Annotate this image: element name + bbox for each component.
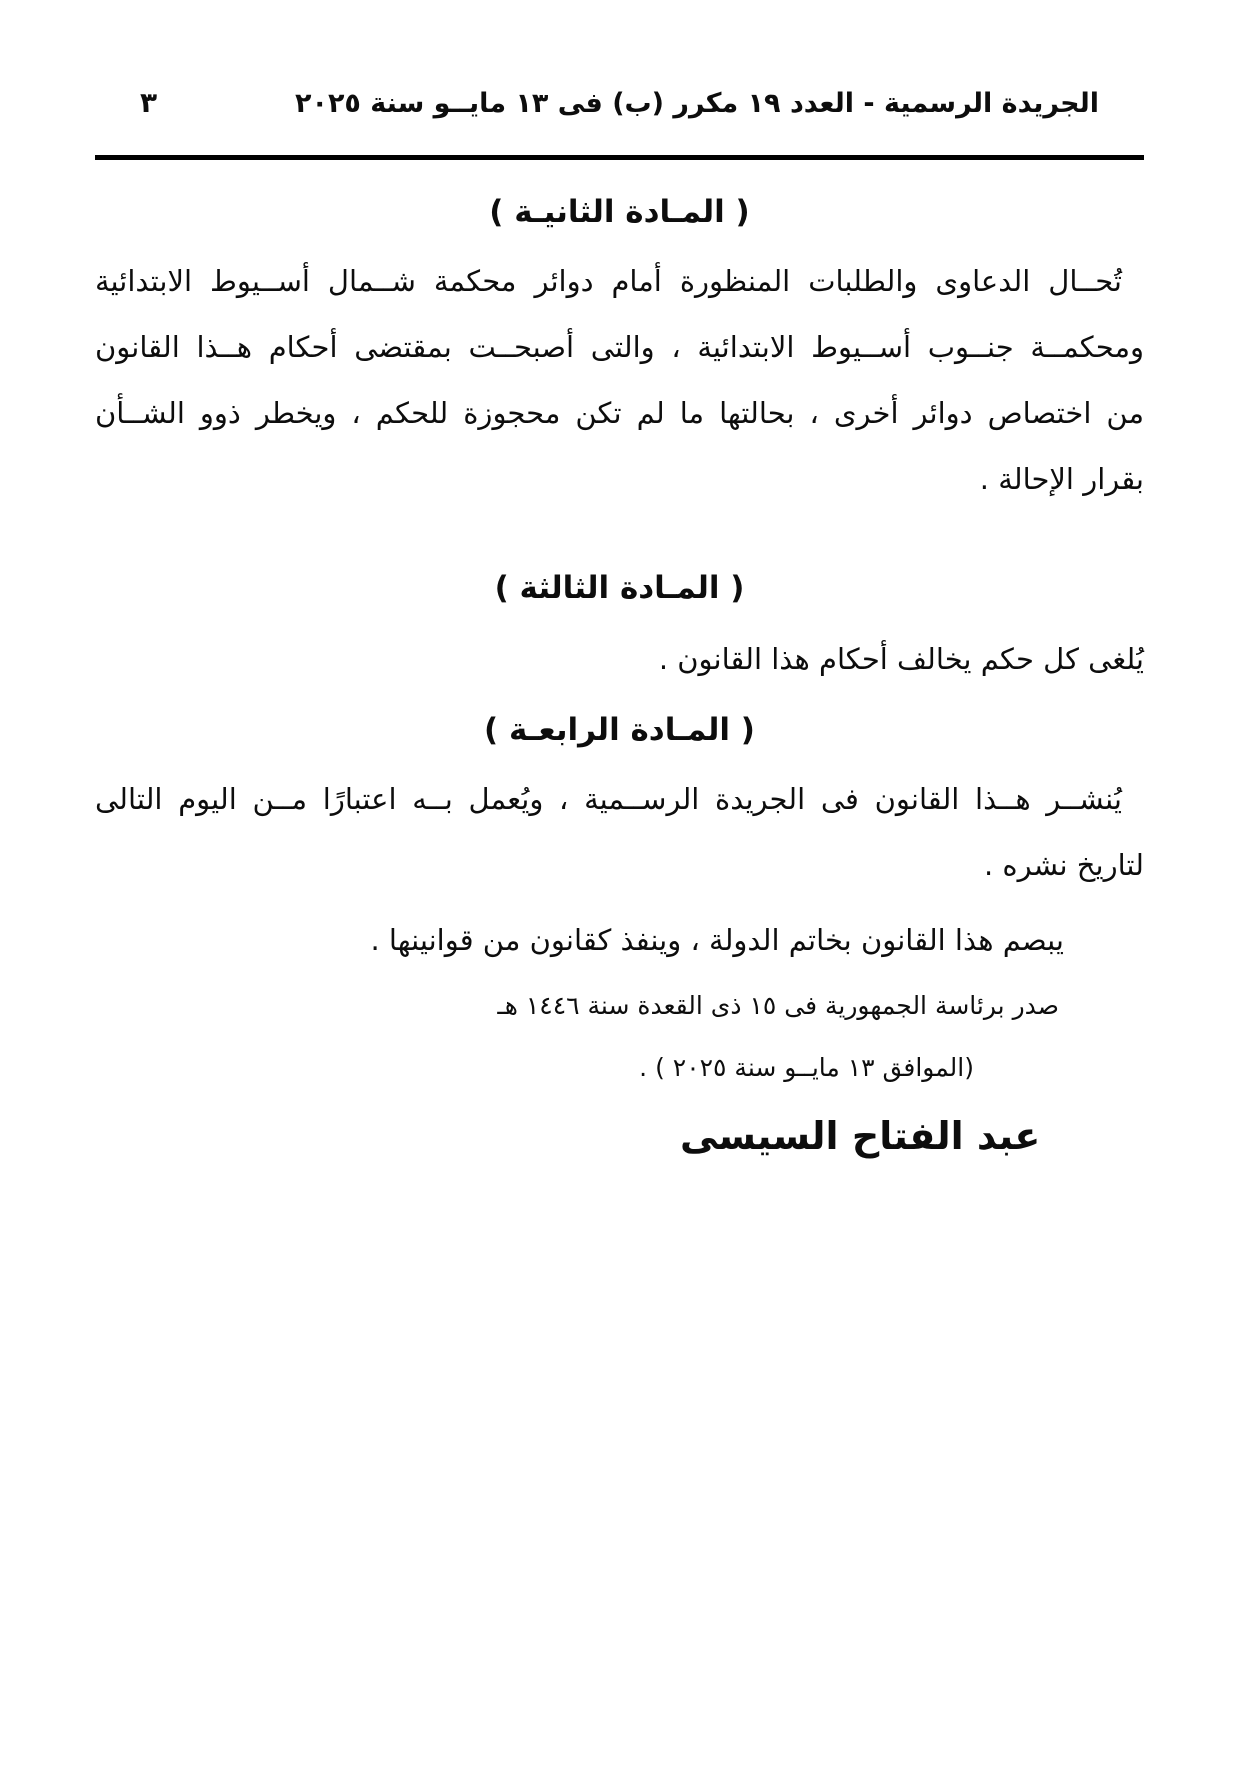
president-signature: عبد الفتاح السيسى [680, 1114, 1041, 1158]
article-2-line-2: ومحكمــة جنــوب أســيوط الابتدائية ، والتى أصبحــت بمقتضى أحكام هــذا القانون [95, 330, 1144, 364]
article-4-heading: ( المـادة الرابعـة ) [484, 712, 755, 748]
article-2-body [95, 248, 1144, 512]
article-3-line-1: يُلغى كل حكم يخالف أحكام هذا القانون . [658, 642, 1144, 676]
article-3-body [95, 626, 1144, 692]
header-rule [95, 155, 1144, 160]
page-number: ٣ [140, 86, 158, 119]
article-4-line-2: لتاريخ نشره . [983, 848, 1144, 882]
article-2-heading: ( المـادة الثانيـة ) [489, 194, 750, 230]
article-4-body [95, 766, 1144, 898]
article-2-line-4: بقرار الإحالة . [979, 462, 1144, 496]
page-header [95, 78, 1144, 129]
corresponding-date: (الموافق ١٣ مايــو سنة ٢٠٢٥ ) . [639, 1053, 974, 1082]
seal-statement: يبصم هذا القانون بخاتم الدولة ، وينفذ كقانون من قوانينها . [370, 923, 1064, 957]
article-4-line-1: يُنشــر هــذا القانون فى الجريدة الرســمية ، ويُعمل بــه اعتبارًا مــن اليوم التالى [95, 782, 1122, 816]
article-2-line-3: من اختصاص دوائر أخرى ، بحالتها ما لم تكن محجوزة للحكم ، ويخطر ذوو الشــأن [95, 396, 1144, 430]
article-3-heading: ( المـادة الثالثة ) [494, 570, 745, 606]
gazette-header-title: الجريدة الرسمية - العدد ١٩ مكرر (ب) فى ١٣ مايــو سنة ٢٠٢٥ [294, 88, 1099, 119]
article-2-line-1: تُحــال الدعاوى والطلبات المنظورة أمام دوائر محكمة شــمال أســيوط الابتدائية [95, 264, 1122, 298]
issuance-statement: صدر برئاسة الجمهورية فى ١٥ ذى القعدة سنة ١٤٤٦ هـ [497, 991, 1059, 1020]
